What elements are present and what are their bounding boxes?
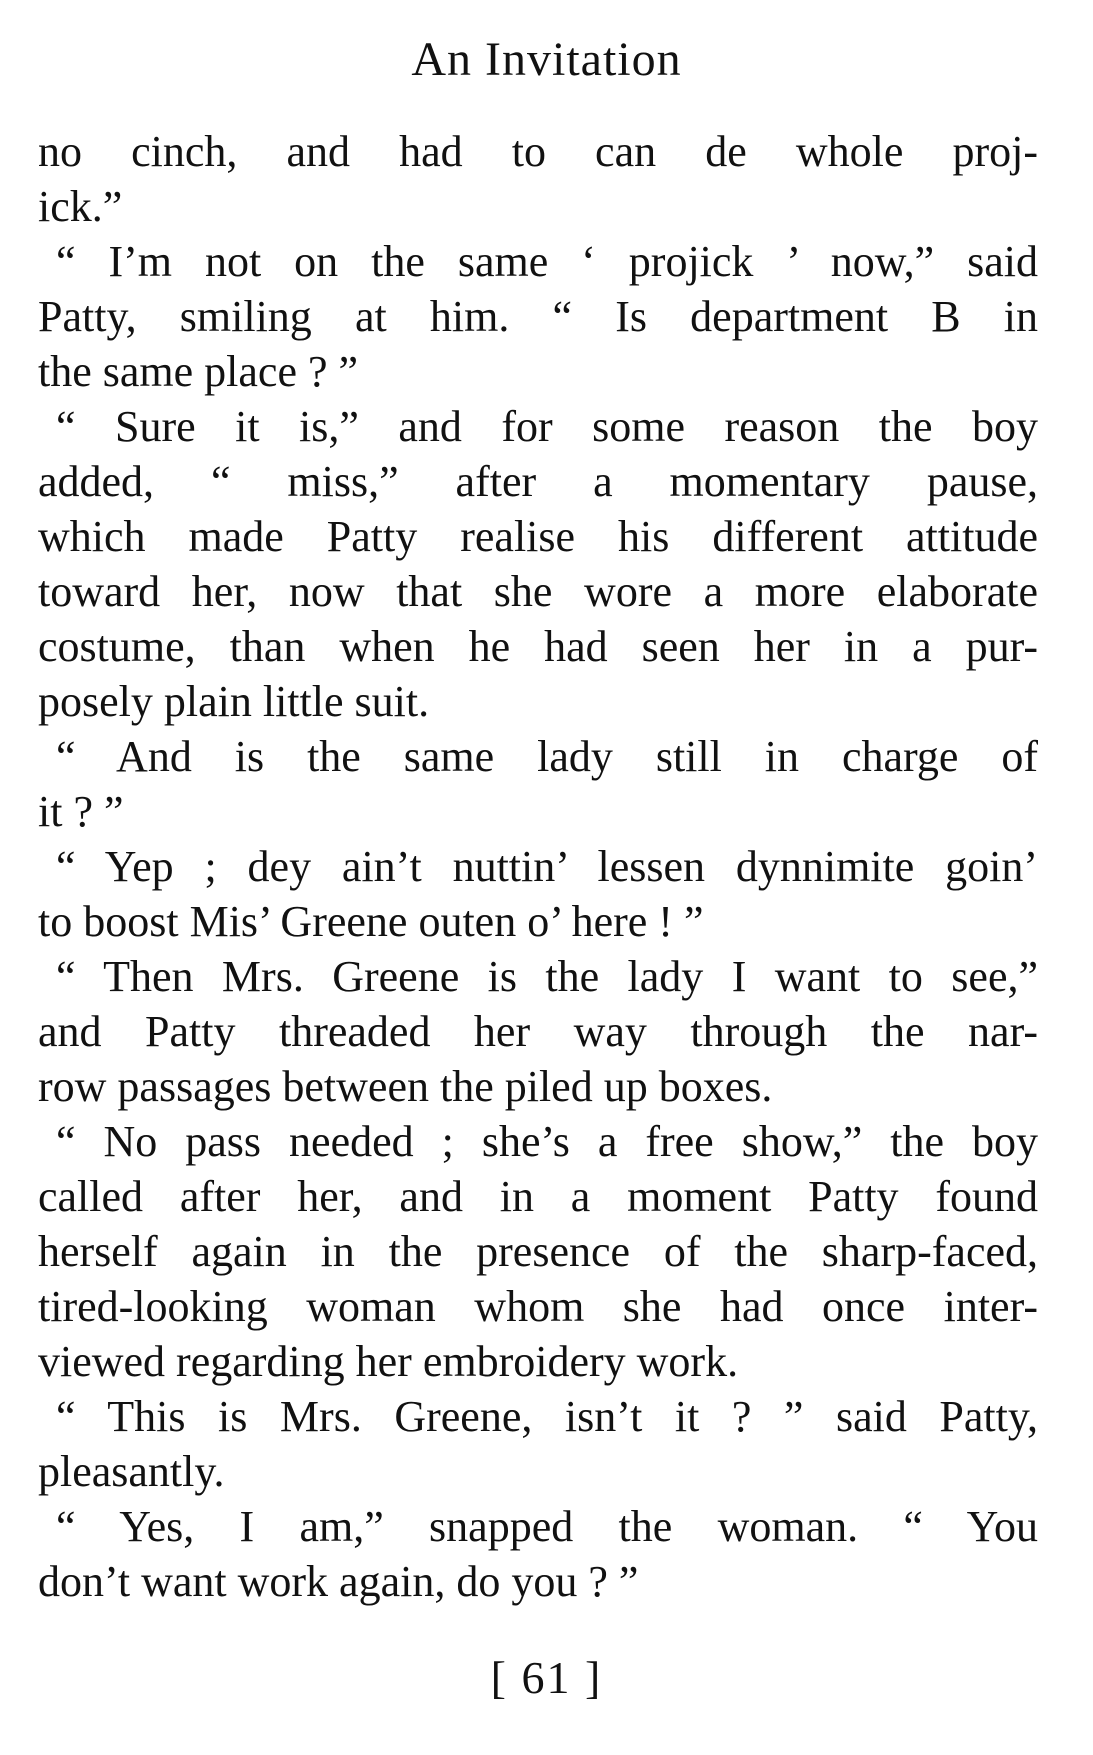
running-head: An Invitation bbox=[411, 33, 682, 86]
text-line: herself again in the presence of the sharp-faced, bbox=[38, 1227, 1038, 1276]
text-line: don’t want work again, do you ? ” bbox=[38, 1557, 639, 1606]
text-line: posely plain little suit. bbox=[38, 677, 430, 726]
text-line: called after her, and in a moment Patty found bbox=[38, 1172, 1038, 1221]
text-line: and Patty threaded her way through the nar- bbox=[38, 1007, 1038, 1056]
text-line: no cinch, and had to can de whole proj- bbox=[38, 127, 1038, 176]
text-line: pleasantly. bbox=[38, 1447, 225, 1496]
text-line: “ Sure it is,” and for some reason the boy bbox=[56, 402, 1038, 451]
text-line: “ Then Mrs. Greene is the lady I want to see,” bbox=[56, 952, 1038, 1001]
text-line: which made Patty realise his different attitude bbox=[38, 512, 1038, 561]
text-line: “ Yep ; dey ain’t nuttin’ lessen dynnimite goin’ bbox=[56, 842, 1038, 891]
text-line: row passages between the piled up boxes. bbox=[38, 1062, 773, 1111]
text-line: “ No pass needed ; she’s a free show,” the boy bbox=[56, 1117, 1038, 1166]
text-line: “ This is Mrs. Greene, isn’t it ? ” said Patty, bbox=[56, 1392, 1038, 1441]
text-line: the same place ? ” bbox=[38, 347, 359, 396]
text-line: ick.” bbox=[38, 182, 123, 231]
text-line: tired-looking woman whom she had once inter- bbox=[38, 1282, 1038, 1331]
text-line: costume, than when he had seen her in a pur- bbox=[38, 622, 1038, 671]
text-line: it ? ” bbox=[38, 787, 124, 836]
text-line: added, “ miss,” after a momentary pause, bbox=[38, 457, 1038, 506]
text-line: viewed regarding her embroidery work. bbox=[38, 1337, 739, 1386]
body-text bbox=[38, 124, 1038, 1609]
page-number: [ 61 ] bbox=[490, 1652, 603, 1703]
text-line: to boost Mis’ Greene outen o’ here ! ” bbox=[38, 897, 704, 946]
text-line: “ Yes, I am,” snapped the woman. “ You bbox=[56, 1502, 1038, 1551]
text-line: toward her, now that she wore a more elaborate bbox=[38, 567, 1038, 616]
text-line: Patty, smiling at him. “ Is department B in bbox=[38, 292, 1038, 341]
text-line: “ I’m not on the same ‘ projick ’ now,” said bbox=[56, 237, 1038, 286]
text-line: “ And is the same lady still in charge of bbox=[56, 732, 1038, 781]
